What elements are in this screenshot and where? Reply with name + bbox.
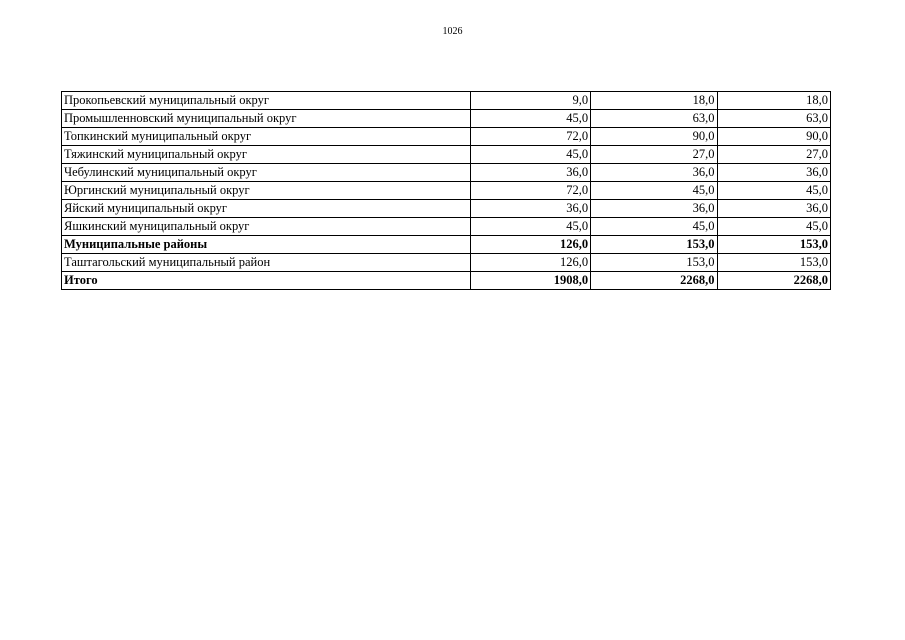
row-value-2: 153,0 [591,254,717,272]
row-value-2: 18,0 [591,92,717,110]
row-value-2: 45,0 [591,182,717,200]
row-name: Юргинский муниципальный округ [62,182,471,200]
table-row-total [62,272,831,290]
row-value-3: 90,0 [717,128,830,146]
row-value-3: 45,0 [717,218,830,236]
row-value-2: 90,0 [591,128,717,146]
row-value-1: 126,0 [470,236,590,254]
row-value-3: 153,0 [717,254,830,272]
row-value-1: 72,0 [470,128,590,146]
row-value-2: 36,0 [591,164,717,182]
table-row [62,200,831,218]
row-value-1: 72,0 [470,182,590,200]
table-row [62,182,831,200]
row-value-1: 45,0 [470,146,590,164]
row-value-3: 36,0 [717,164,830,182]
data-table [61,91,831,290]
row-name: Топкинский муниципальный округ [62,128,471,146]
row-name: Яйский муниципальный округ [62,200,471,218]
row-name: Промышленновский муниципальный округ [62,110,471,128]
row-value-2: 2268,0 [591,272,717,290]
table-body [62,92,831,290]
row-value-1: 45,0 [470,110,590,128]
row-value-3: 2268,0 [717,272,830,290]
row-name: Таштагольский муниципальный район [62,254,471,272]
row-name: Яшкинский муниципальный округ [62,218,471,236]
row-name: Итого [62,272,471,290]
row-value-1: 36,0 [470,164,590,182]
row-value-2: 153,0 [591,236,717,254]
row-value-1: 1908,0 [470,272,590,290]
table-row [62,146,831,164]
page-number: 1026 [442,26,463,37]
row-name: Тяжинский муниципальный округ [62,146,471,164]
row-name: Прокопьевский муниципальный округ [62,92,471,110]
row-value-3: 45,0 [717,182,830,200]
row-value-1: 126,0 [470,254,590,272]
table-row [62,110,831,128]
table-row [62,164,831,182]
row-value-3: 27,0 [717,146,830,164]
row-value-2: 36,0 [591,200,717,218]
row-value-3: 36,0 [717,200,830,218]
row-value-3: 63,0 [717,110,830,128]
row-value-1: 36,0 [470,200,590,218]
row-value-3: 153,0 [717,236,830,254]
row-name: Муниципальные районы [62,236,471,254]
table-row-subtotal [62,236,831,254]
table-row [62,218,831,236]
table-row [62,92,831,110]
row-value-3: 18,0 [717,92,830,110]
row-value-1: 9,0 [470,92,590,110]
row-value-1: 45,0 [470,218,590,236]
row-value-2: 63,0 [591,110,717,128]
row-value-2: 45,0 [591,218,717,236]
table-row [62,128,831,146]
row-value-2: 27,0 [591,146,717,164]
row-name: Чебулинский муниципальный округ [62,164,471,182]
table-row [62,254,831,272]
